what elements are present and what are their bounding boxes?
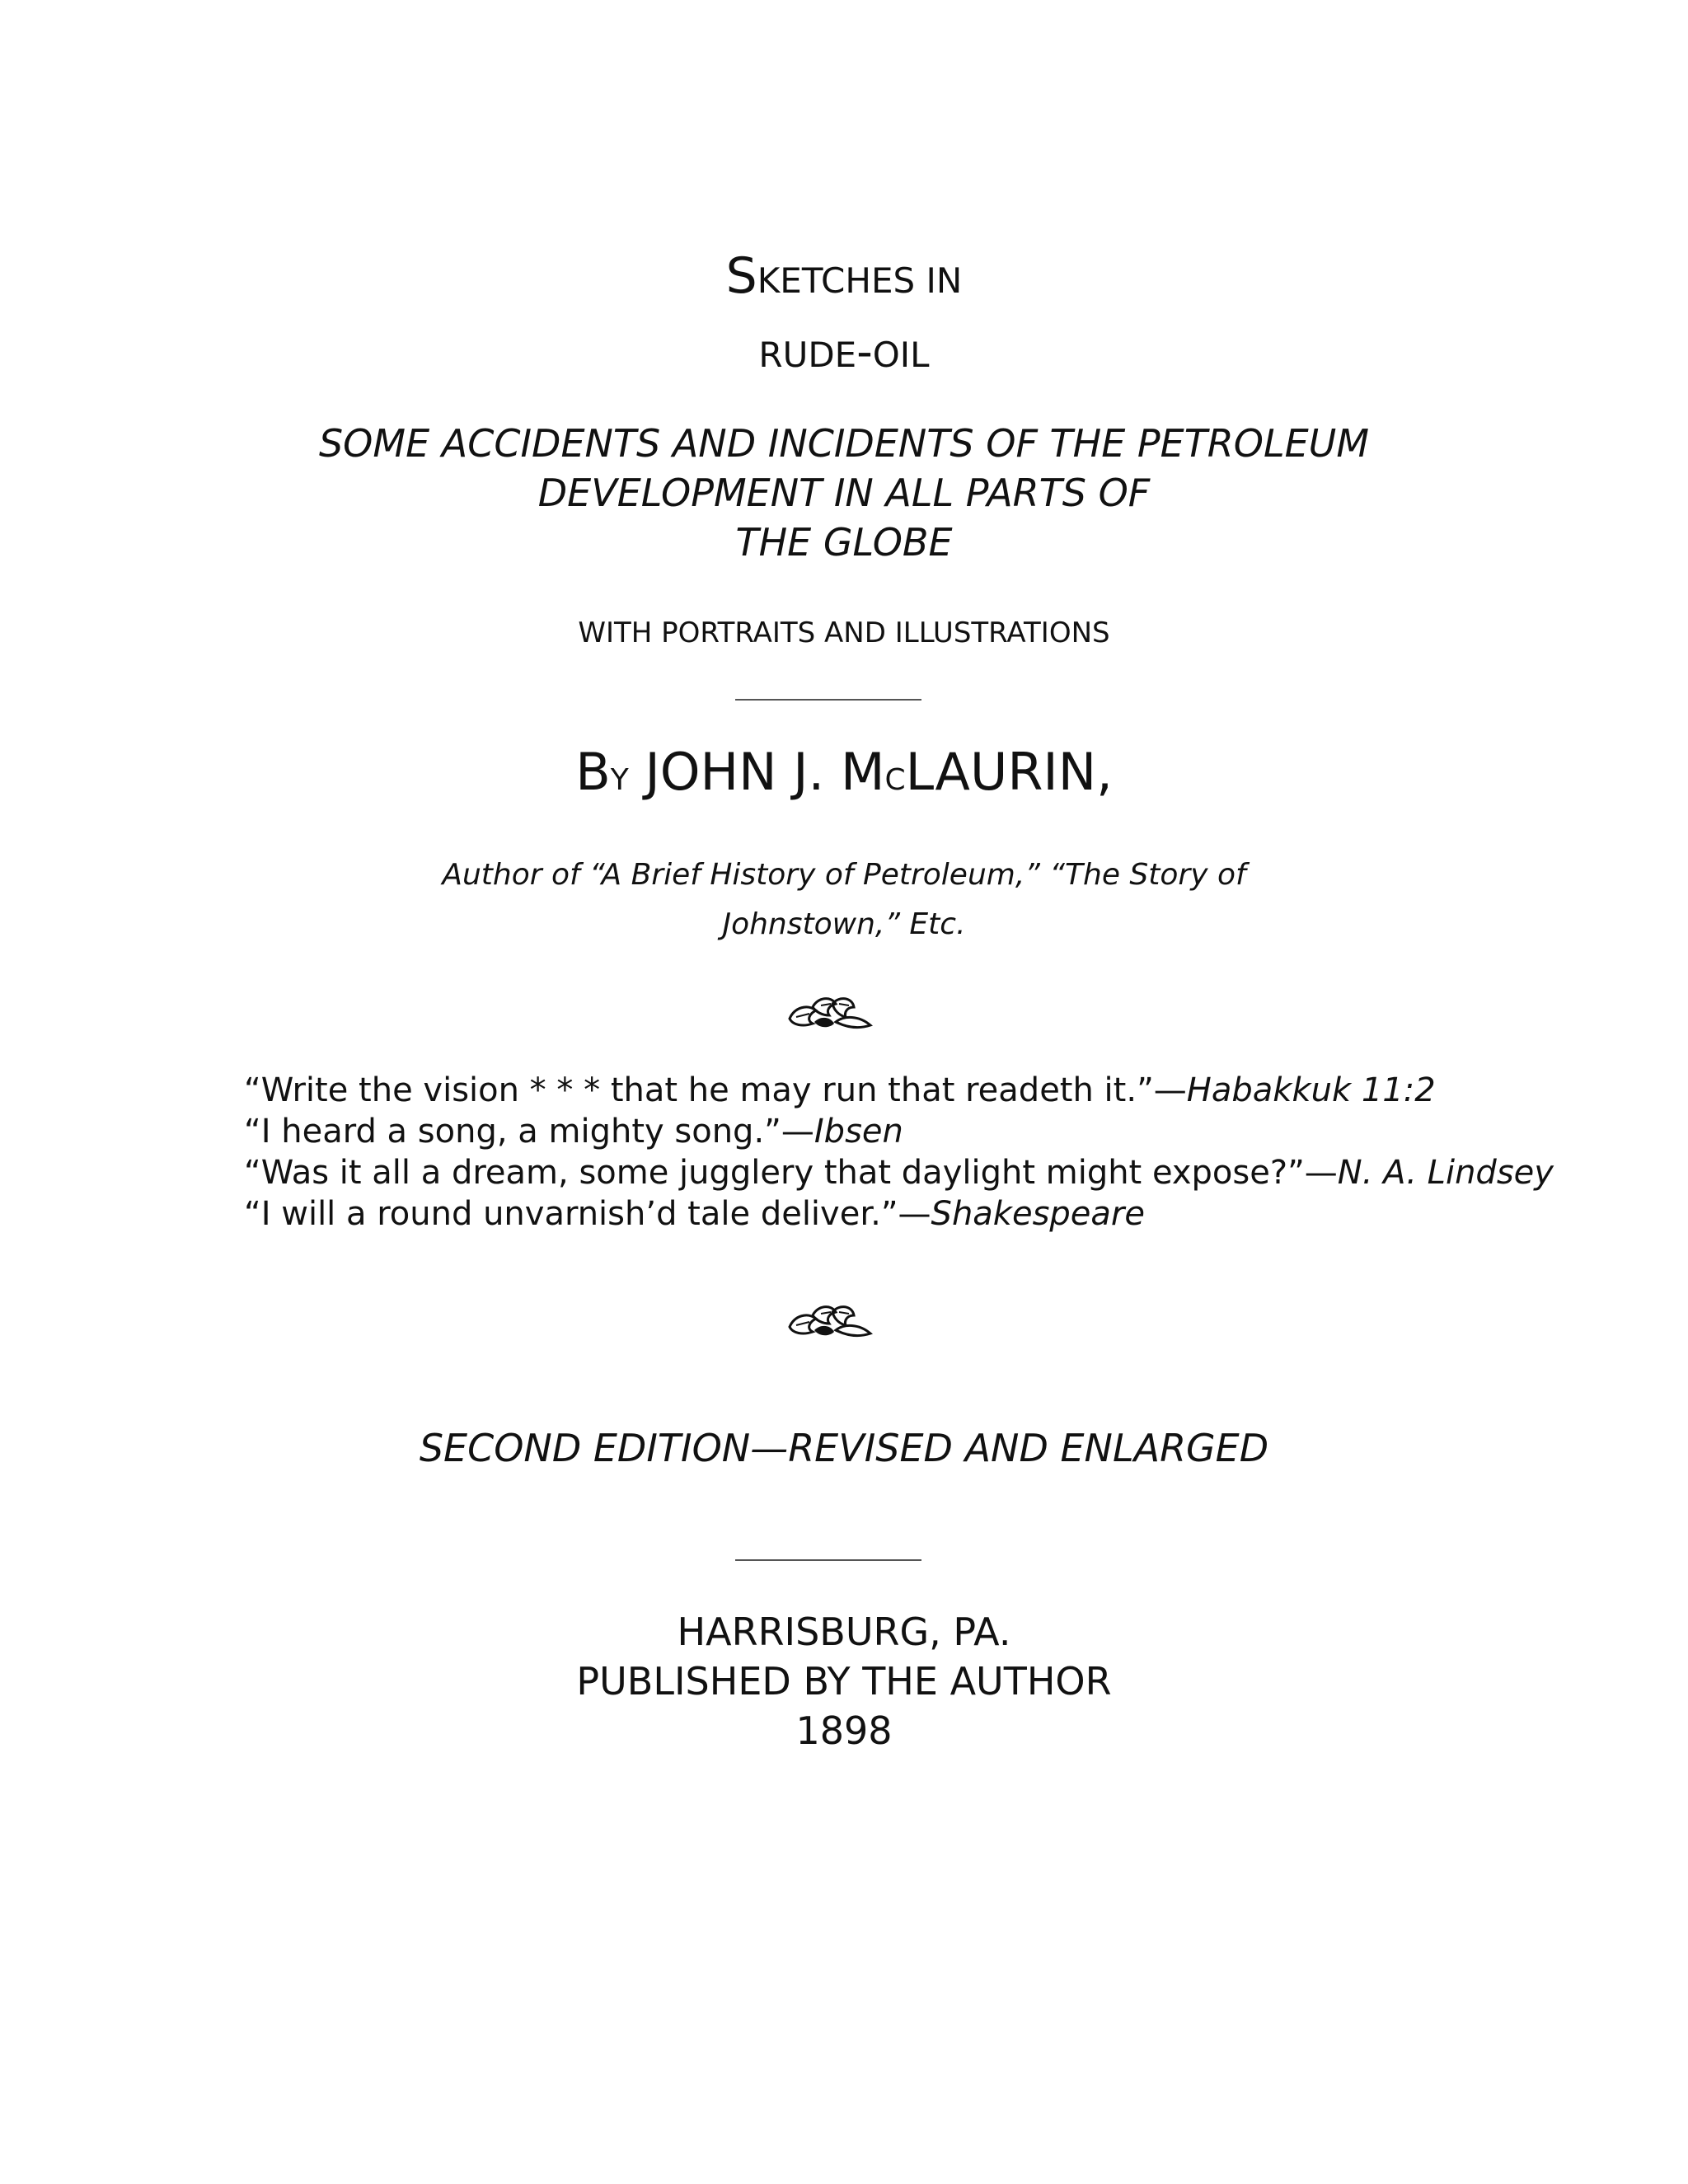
author-name-part-1: JOHN J. M <box>645 742 885 802</box>
author-credits <box>0 851 1688 949</box>
author-name-part-2: LAURIN, <box>905 742 1113 802</box>
title-line-2-end: OIL <box>872 335 930 375</box>
title-line-2-text: RUDE <box>758 335 857 375</box>
title-line-2 <box>0 326 1688 377</box>
author-credits-line: Author of “A Brief History of Petroleum,” “The Story of <box>442 858 1246 892</box>
author-name-small-cap: C <box>884 763 906 797</box>
divider-rule <box>735 1559 921 1561</box>
by-initial: B <box>575 742 611 802</box>
floral-ornament-icon <box>785 986 875 1035</box>
epigraph-source: Shakespeare <box>931 1195 1145 1233</box>
subtitle-line: SOME ACCIDENTS AND INCIDENTS OF THE PETROLEUM <box>318 421 1370 466</box>
epigraphs <box>244 1070 1554 1235</box>
epigraph-source: Habakkuk 11:2 <box>1186 1071 1436 1109</box>
title-line-1-text: KETCHES IN <box>757 260 963 301</box>
by-rest: Y <box>610 763 629 797</box>
divider-rule <box>735 699 921 701</box>
epigraph-source: Ibsen <box>814 1113 903 1151</box>
byline <box>0 742 1688 802</box>
epigraph-line <box>244 1152 1554 1193</box>
imprint <box>0 1607 1688 1755</box>
imprint-publisher: PUBLISHED BY THE AUTHOR <box>576 1659 1112 1704</box>
title-line-1 <box>0 247 1688 305</box>
subtitle-line: DEVELOPMENT IN ALL PARTS OF <box>537 471 1151 515</box>
illustrations-note: WITH PORTRAITS AND ILLUSTRATIONS <box>578 616 1110 649</box>
subtitle-line: THE GLOBE <box>735 520 953 565</box>
edition-note: SECOND EDITION—REVISED AND ENLARGED <box>419 1426 1269 1470</box>
title-initial: S <box>725 247 757 305</box>
epigraph-text: “I heard a song, a mighty song.”— <box>244 1113 814 1151</box>
epigraph-text: “Was it all a dream, some jugglery that daylight might expose?”— <box>244 1154 1338 1192</box>
epigraph-source: N. A. Lindsey <box>1337 1154 1554 1192</box>
imprint-year: 1898 <box>795 1708 893 1753</box>
epigraph-line <box>244 1070 1554 1111</box>
epigraph-text: “I will a round unvarnish’d tale deliver.”— <box>244 1195 931 1233</box>
epigraph-line <box>244 1193 1554 1235</box>
floral-ornament-icon <box>785 1294 875 1343</box>
epigraph-text: “Write the vision * * * that he may run that readeth it.”— <box>244 1071 1187 1109</box>
imprint-place: HARRISBURG, PA. <box>677 1610 1011 1654</box>
author-credits-line: Johnstown,” Etc. <box>722 907 966 941</box>
subtitle <box>0 419 1688 567</box>
title-hyphen: - <box>856 326 873 377</box>
epigraph-line <box>244 1111 1554 1152</box>
